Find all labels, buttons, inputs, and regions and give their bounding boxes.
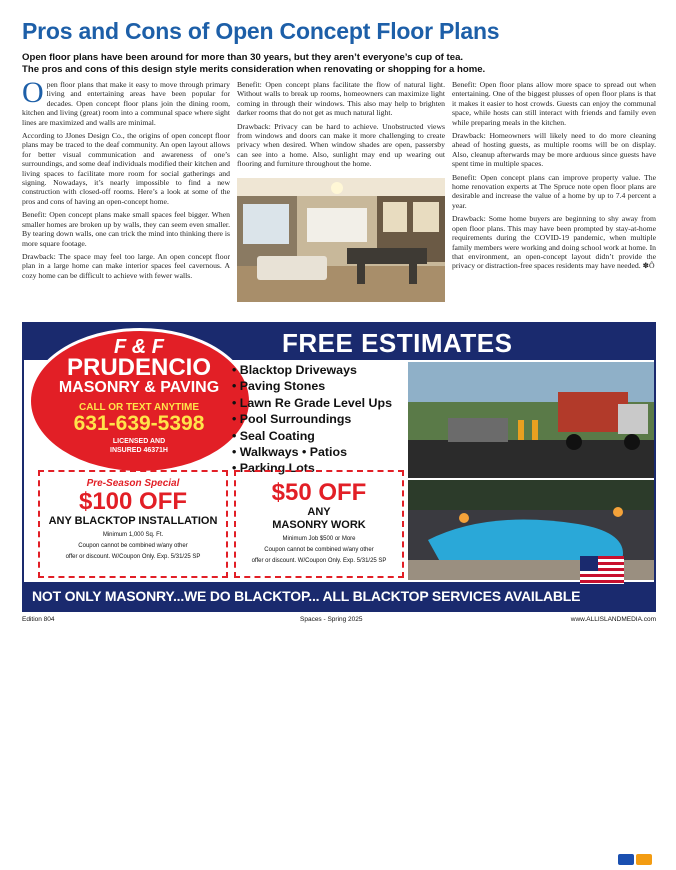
american-flag-icon (580, 556, 624, 584)
coupon-min: Minimum 1,000 Sq. Ft. (102, 532, 164, 538)
coupon-masonry[interactable] (234, 470, 404, 578)
article-column-1 (22, 76, 230, 284)
visa-icon (618, 854, 634, 865)
paragraph: Drawback: Homeowners will likely need to do more cleaning ahead of hosting guests, as multiple rooms will be on display. Also, cleanup afterwards may be more arduous since guests have spent time in multiple spaces. (452, 131, 656, 169)
website-link[interactable]: www.ALLISLANDMEDIA.com (570, 616, 656, 623)
services-list (232, 362, 392, 477)
paragraph: Drawback: Some home buyers are beginning to shy away from open floor plans. This may have been prompted by stay-at-home requirements during the COVID-19 pandemic, when multiple family members were working and doing school work at home. In that environment, an open-concept layout didn’t provide the privacy or distraction-free spaces residents may have needed. ✽Ô (452, 214, 656, 271)
service-item: • Blacktop Driveways (232, 362, 392, 378)
paragraph: Benefit: Open concept plans facilitate the flow of natural light. Without walls to break up rooms, homeowners can maximize light coming in through their windows. This also may help to brighten darker rooms that do not get as much natural light. (237, 80, 445, 118)
service-item: • Seal Coating (232, 428, 392, 444)
coupon-title: MASONRY WORK (272, 519, 366, 531)
free-estimates-heading: FREE ESTIMATES (282, 328, 513, 358)
paving-truck-photo (408, 362, 654, 478)
payment-cards (618, 852, 654, 870)
coupon-fine-print: offer or discount. W/Coupon Only. Exp. 5/31/25 SP (65, 554, 201, 560)
article-column-2 (237, 80, 445, 173)
service-item: • Walkways • Patios (232, 444, 392, 460)
coupon-title: ANY BLACKTOP INSTALLATION (48, 515, 218, 527)
drop-cap: O (22, 76, 44, 109)
bottom-banner-text: NOT ONLY MASONRY...WE DO BLACKTOP... ALL BLACKTOP SERVICES AVAILABLE (32, 588, 581, 604)
paragraph: Drawback: Privacy can be hard to achieve. Unobstructed views from windows and doors can make it more challenging to create privacy when desired. When window shades are open, passersby can see into a home. Also, sunlight may end up wearing out flooring and furniture throughout the home. (237, 121, 445, 169)
coupon-fine-print: Coupon cannot be combined w/any other (264, 547, 374, 553)
paragraph: Benefit: Open concept plans make small spaces feel bigger. When smaller homes are broken up by walls, they can seem even smaller. By tearing down walls, one can trick the mind into thinking there is more square footage. (22, 210, 230, 248)
coupon-fine-print: offer or discount. W/Coupon Only. Exp. 5/31/25 SP (251, 558, 387, 564)
we-accept-label: We Accept (616, 842, 649, 849)
open-concept-room-photo (237, 178, 445, 302)
article-title: Pros and Cons of Open Concept Floor Plans (22, 18, 500, 44)
mastercard-icon (636, 854, 652, 865)
call-label: CALL OR TEXT ANYTIME (79, 402, 199, 413)
brand-name: PRUDENCIO (66, 354, 211, 381)
brand-tagline: MASONRY & PAVING (58, 379, 220, 396)
brand-initials: F & F (114, 336, 164, 358)
license-text: LICENSED AND INSURED 46371H (110, 438, 168, 454)
coupon-amount: $100 OFF (78, 488, 188, 515)
coupon-fine-print: Coupon cannot be combined w/any other (78, 543, 188, 549)
coupon-kicker: Pre-Season Special (86, 478, 180, 489)
paragraph: Open floor plans that make it easy to move through primary living and entertaining areas have been popular for decades. Open concept floor plans join the dining room, kitchen and living (great) room into a communal space where sight lines are maximized and walls are minimal. (22, 76, 230, 127)
article-column-3 (452, 80, 656, 275)
coupon-title: ANY (307, 506, 331, 518)
coupon-blacktop[interactable] (38, 470, 228, 578)
edition-label: Edition 804 (22, 616, 55, 623)
paragraph: Benefit: Open concept plans can improve property value. The home renovation experts at The Spruce note open floor plans are desirable and increase the value of a home by up to 7.4 percent a year. (452, 172, 656, 210)
article-dek (22, 52, 662, 76)
coupon-amount: $50 OFF (271, 479, 367, 506)
phone-number[interactable]: 631-639-5398 (73, 412, 205, 435)
coupon-min: Minimum Job $500 or More (282, 536, 356, 542)
paragraph: Drawback: The space may feel too large. An open concept floor plan in a large home can make interior spaces feel cavernous. A cozy home can be difficult to achieve with fewer walls. (22, 251, 230, 280)
dek-line-1: Open floor plans have been around for more than 30 years, but they aren’t everyone’s cup of tea. (22, 52, 464, 63)
service-item: • Lawn Re Grade Level Ups (232, 395, 392, 411)
paragraph: According to JJones Design Co., the origins of open concept floor plans may be traced to the deaf community. An open layout allows for better visual communication and awareness of one’s surroundings, and some deaf individuals modified their kitchen and living spaces to facilitate more room for social gatherings and signing. Nowadays, it’s nearly impossible to find a new construction with closed-off rooms. Here’s a look at some of the pros and cons of having an open-concept home. (22, 131, 230, 206)
paragraph: Benefit: Open floor plans allow more space to spread out when entertaining. One of the biggest plusses of open floor plans is that it makes it easier to host crowds. Guests can enjoy the communal space, while hosts can still interact with friends and family even while preparing meals in the kitchen. (452, 80, 656, 127)
service-item: • Parking Lots (232, 460, 392, 476)
service-item: • Paving Stones (232, 378, 392, 394)
service-item: • Pool Surroundings (232, 411, 392, 427)
dek-line-2: The pros and cons of this design style merits consideration when renovating or shopping for a home. (22, 64, 486, 75)
issue-label: Spaces - Spring 2025 (300, 616, 363, 623)
